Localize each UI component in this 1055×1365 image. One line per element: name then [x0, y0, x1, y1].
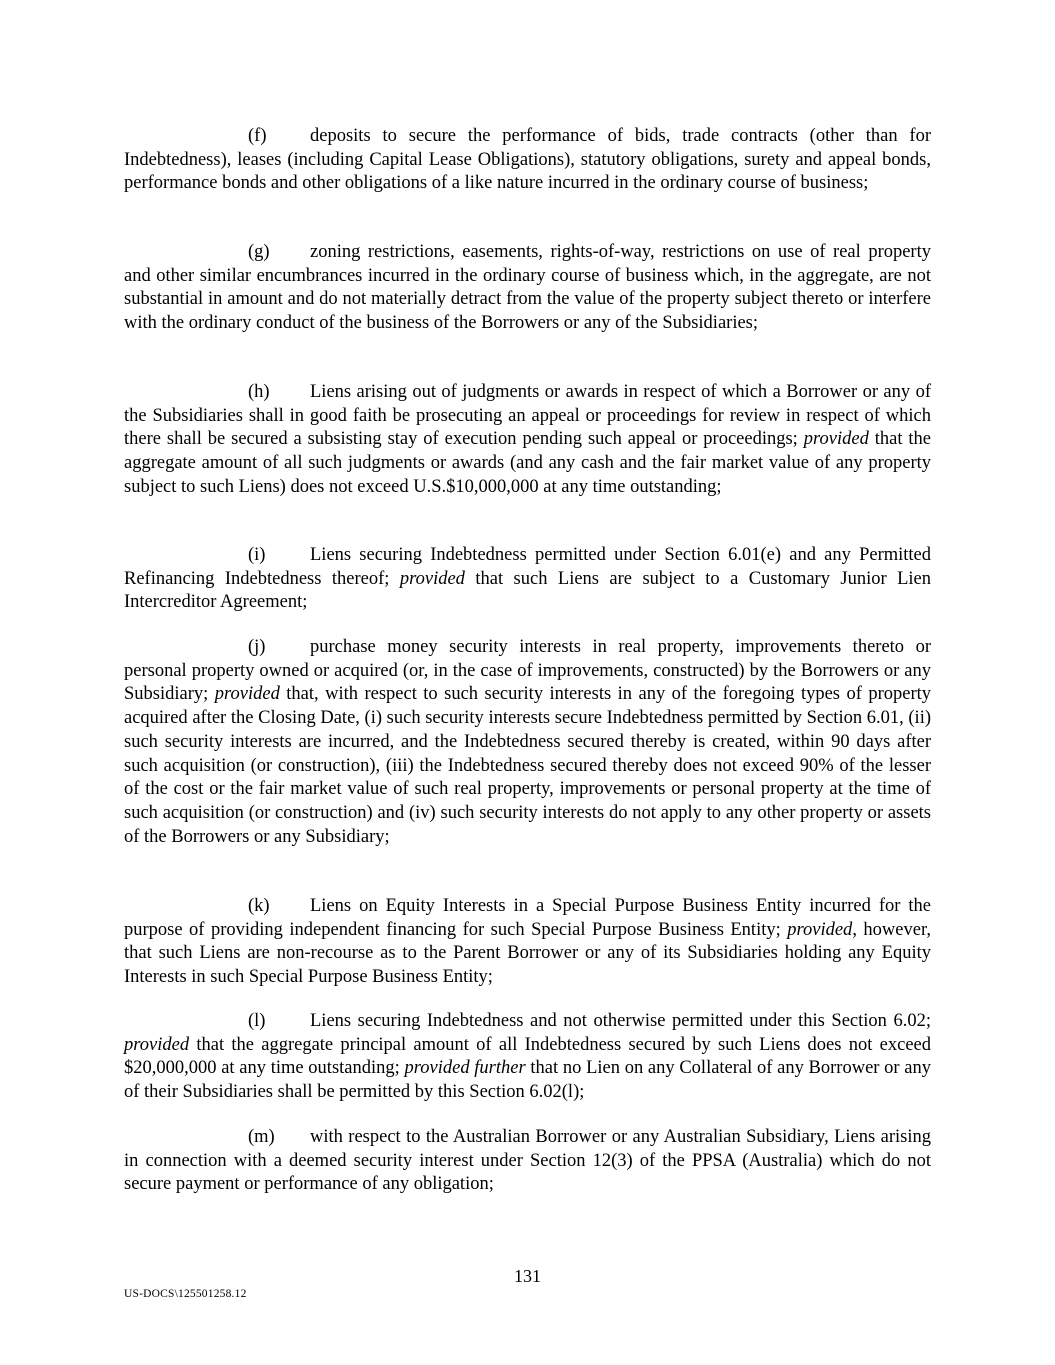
clause-text: purchase money security interests in real property, improvements thereto or personal property owned or acquired (or, in the case of improvements, constructed) by the Borrowers or any Subsidiary;	[124, 637, 931, 705]
clause-text: Liens securing Indebtedness and not otherwise permitted under this Section 6.02;	[310, 1011, 931, 1031]
clause-marker: (k)	[248, 896, 270, 916]
clause-m	[124, 1126, 931, 1197]
clause-emphasis: provided	[787, 919, 853, 940]
clause-marker: (h)	[248, 382, 270, 402]
clause-text-continued: that, with respect to such security interests in any of the foregoing types of property acquired after the Closing Date, (i) such security interests secure Indebtedness permitted by Section 6.01, (ii) such security interests are incurred, and the Indebtedness secured thereby is created, within 90 days after such acquisition (or construction), (iii) the Indebtedness secured thereby does not exceed 90% of the lesser of the cost or the fair market value of such real property, improvements or personal property at the time of such acquisition (or construction) and (iv) such security interests do not apply to any other property or assets of the Borrowers or any Subsidiary;	[124, 684, 932, 847]
clause-text: Liens arising out of judgments or awards in respect of which a Borrower or any of the Subsidiaries shall in good faith be prosecuting an appeal or proceedings for review in respect of which there shall be secured a subsisting stay of execution pending such appeal or proceedings;	[124, 382, 931, 450]
clause-marker: (g)	[248, 242, 270, 262]
document-id: US-DOCS\125501258.12	[124, 1288, 247, 1300]
clause-emphasis: provided	[124, 1034, 190, 1055]
clause-text-continued: that such Liens are subject to a Customary Junior Lien Intercreditor Agreement;	[124, 568, 931, 613]
clause-marker: (j)	[248, 637, 266, 657]
clause-k	[124, 895, 931, 990]
clause-text-end: that no Lien on any Collateral of any Borrower or any of their Subsidiaries shall be permitted by this Section 6.02(l);	[124, 1058, 931, 1103]
clause-emphasis-2: provided further	[404, 1058, 526, 1079]
clause-text: Liens securing Indebtedness permitted under Section 6.01(e) and any Permitted Refinancing Indebtedness thereof;	[124, 545, 931, 589]
clause-text: deposits to secure the performance of bids, trade contracts (other than for Indebtedness), leases (including Capital Lease Obligations), statutory obligations, surety and appeal bonds, performance bonds and other obligations of a like nature incurred in the ordinary course of business;	[124, 126, 931, 194]
clause-i	[124, 544, 931, 615]
clause-f	[124, 125, 931, 196]
clause-emphasis: provided	[214, 684, 280, 705]
clause-j	[124, 636, 931, 849]
clause-h	[124, 381, 931, 500]
clause-emphasis: provided	[399, 568, 465, 589]
page-number: 131	[514, 1266, 541, 1286]
clause-l	[124, 1010, 931, 1105]
clause-text-continued: that the aggregate amount of all such judgments or awards (and any cash and the fair market value of any property subject to such Liens) does not exceed U.S.$10,000,000 at any time outstanding;	[124, 429, 931, 497]
clause-marker: (m)	[248, 1127, 275, 1147]
clause-text: zoning restrictions, easements, rights-of-way, restrictions on use of real property and other similar encumbrances incurred in the ordinary course of business which, in the aggregate, are not substantial in amount and do not materially detract from the value of the property subject thereto or interfere with the ordinary conduct of the business of the Borrowers or any of the Subsidiaries;	[124, 242, 931, 334]
clause-marker: (l)	[248, 1011, 266, 1031]
clause-text: Liens on Equity Interests in a Special Purpose Business Entity incurred for the purpose of providing independent financing for such Special Purpose Business Entity;	[124, 896, 931, 940]
clause-text: with respect to the Australian Borrower or any Australian Subsidiary, Liens arising in connection with a deemed security interest under Section 12(3) of the PPSA (Australia) which do not secure payment or performance of any obligation;	[124, 1127, 931, 1195]
clause-text-continued: that the aggregate principal amount of all Indebtedness secured by such Liens does not exceed $20,000,000 at any time outstanding;	[124, 1034, 931, 1079]
clause-g	[124, 241, 931, 336]
clause-marker: (f)	[248, 126, 267, 146]
clause-marker: (i)	[248, 545, 266, 565]
clause-text-continued: , however, that such Liens are non-recourse as to the Parent Borrower or any of its Subsidiaries holding any Equity Interests in such Special Purpose Business Entity;	[124, 919, 931, 988]
clause-emphasis: provided	[803, 429, 869, 450]
